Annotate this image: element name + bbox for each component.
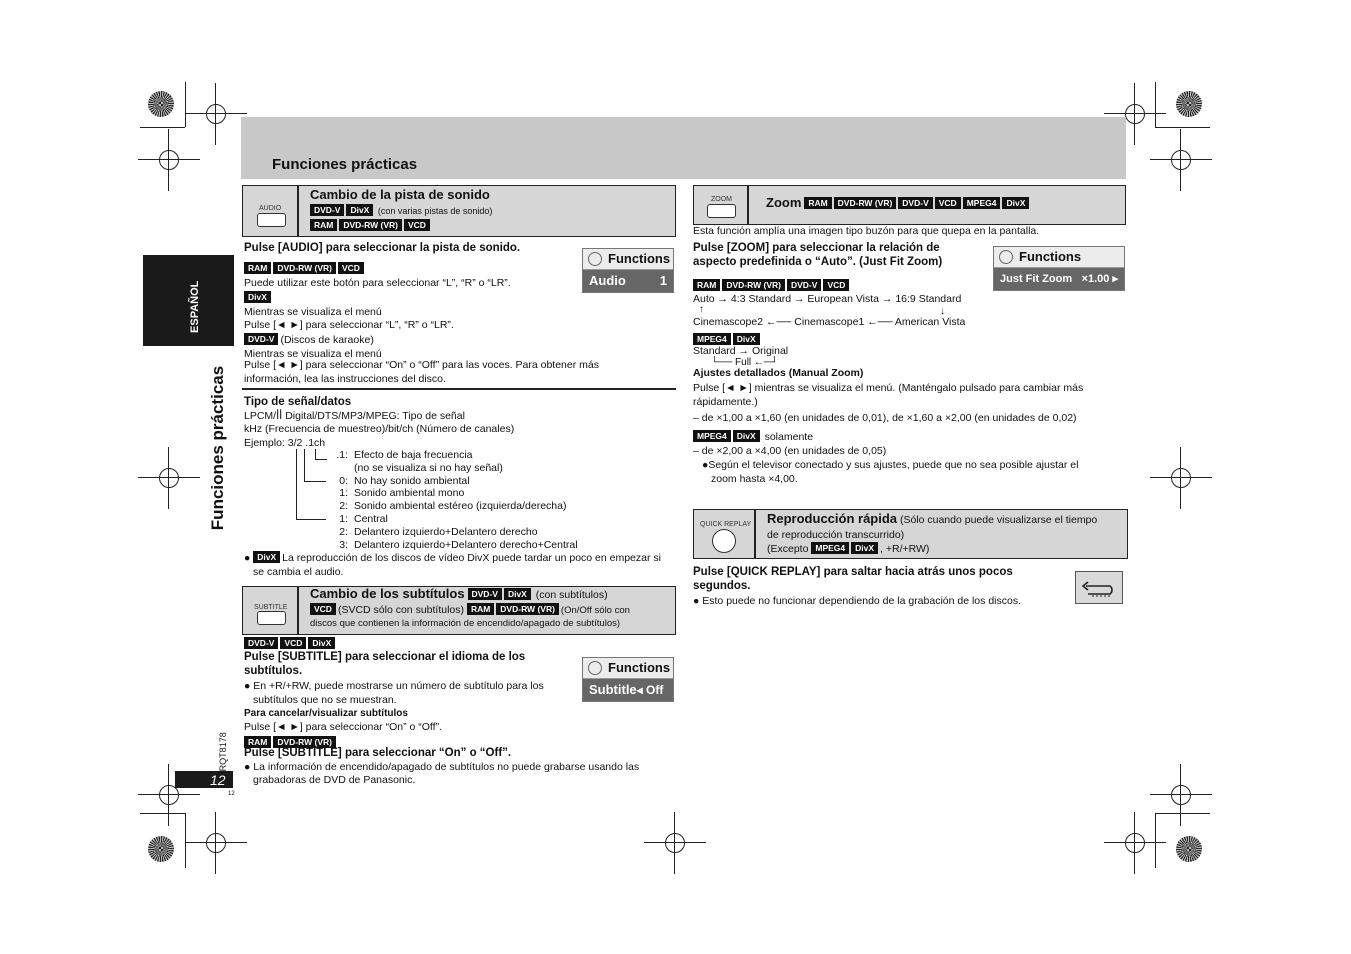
page-number: 12 <box>210 772 226 788</box>
osd-title: Functions <box>608 660 671 675</box>
page-title: Funciones prácticas <box>272 156 418 173</box>
osd-title: Functions <box>1019 249 1082 264</box>
cancel-title: Para cancelar/visualizar subtítulos <box>244 708 408 720</box>
disc-tag: DVD-RW (VR) <box>273 262 336 274</box>
audio-text: Puede utilizar este botón para seleccionar “L”, “R” o “LR”. <box>244 276 511 289</box>
crop-line <box>140 127 185 128</box>
zoom-flow: Auto → 4:3 Standard → European Vista → 16:9 Standard <box>693 293 962 305</box>
flow-arrow-up-icon: ↑ <box>699 304 704 315</box>
bracket-line <box>304 449 305 481</box>
osd-label: Audio <box>589 273 626 288</box>
signal-title: Tipo de señal/datos <box>244 396 352 408</box>
bracket-line <box>315 459 327 460</box>
signal-meaning: Efecto de baja frecuencia <box>354 449 473 461</box>
zoom-button-icon <box>707 204 736 218</box>
replay-section-title: Reproducción rápida <box>767 511 898 526</box>
replay-button-icon <box>712 529 736 553</box>
color-target-icon <box>1176 836 1202 862</box>
registration-mark <box>1166 780 1196 810</box>
audio-button-label: AUDIO <box>259 205 282 212</box>
subtitle-section-box <box>242 586 676 635</box>
subtitle-instruction: subtítulos. <box>244 664 303 677</box>
replay-note: de reproducción transcurrido) <box>767 529 905 541</box>
crop-line <box>185 813 186 868</box>
replay-button-label: QUICK REPLAY <box>700 521 752 528</box>
signal-code: 1: <box>339 487 348 500</box>
replay-section-box <box>693 509 1128 559</box>
subtitle-instruction: Pulse [SUBTITLE] para seleccionar el idioma de los <box>244 651 526 663</box>
subtitle-note: (con subtítulos) <box>535 589 608 601</box>
replay-note: (Excepto <box>767 543 809 555</box>
disc-tag: MPEG4 <box>963 197 1001 209</box>
zoom-flow: Cinemascope2 ←── Cinemascope1 ←── American Vista <box>693 316 966 328</box>
manual-zoom-text: zoom hasta ×4,00. <box>711 473 798 486</box>
audio-text: Mientras se visualiza el menú <box>244 305 382 318</box>
signal-note: se cambia el audio. <box>253 565 344 578</box>
signal-text: Ejemplo: 3/2 .1ch <box>244 436 326 449</box>
subtitle-note: (SVCD sólo con subtítulos) <box>337 604 465 616</box>
disc-tag: DVD-RW (VR) <box>722 279 785 291</box>
divider <box>242 388 676 390</box>
disc-tag: DivX <box>308 637 335 649</box>
crop-line <box>140 813 185 814</box>
disc-tag: VCD <box>338 262 364 274</box>
disc-tag: RAM <box>693 279 720 291</box>
replay-instruction: Pulse [QUICK REPLAY] para saltar hacia atrás unos pocos <box>693 566 1013 578</box>
registration-mark <box>201 828 231 858</box>
signal-code: .1: <box>336 449 348 461</box>
audio-section-title: Cambio de la pista de sonido <box>310 187 490 202</box>
zoom-section-title: Zoom <box>766 195 802 210</box>
subtitle-section-title: Cambio de los subtítulos <box>310 586 465 601</box>
disc-tag: DivX <box>1002 197 1029 209</box>
manual-zoom-text: Según el televisor conectado y sus ajustes, puede que no sea posible ajustar el <box>708 458 1079 471</box>
osd-value: ◂ Off ▸ <box>636 683 664 719</box>
manual-zoom-text: rápidamente.) <box>693 396 758 409</box>
registration-mark <box>660 828 690 858</box>
audio-osd-display <box>582 248 674 293</box>
signal-meaning: Sonido ambiental estéreo (izquierda/derecha) <box>354 500 567 513</box>
signal-meaning: No hay sonido ambiental <box>354 474 470 487</box>
crop-line <box>1155 813 1210 814</box>
flow-arrow-down-icon: ↓ <box>940 306 945 317</box>
cancel-text: Pulse [◄ ►] para seleccionar “On” o “Off”. <box>244 720 442 733</box>
disc-tag: DivX <box>851 542 878 554</box>
manual-zoom-text: Pulse [◄ ►] mientras se visualiza el menú. (Manténgalo pulsado para cambiar más <box>693 381 1084 394</box>
signal-legend <box>330 449 578 551</box>
zoom-section-box <box>693 185 1126 225</box>
audio-text: información, lea las instrucciones del disco. <box>244 372 446 385</box>
osd-value: ×1.00 ▸ <box>1081 273 1118 285</box>
signal-text: LPCM/ꟾꟾ Digital/DTS/MP3/MPEG: Tipo de señal <box>244 409 465 422</box>
disc-tag: DVD-V <box>787 279 821 291</box>
subtitle-bullet: La información de encendido/apagado de subtítulos no puede grabarse usando las <box>253 760 640 773</box>
audio-button-icon <box>257 213 286 227</box>
zoom-intro: Esta función amplía una imagen tipo buzón para que quepa en la pantalla. <box>693 225 1040 237</box>
small-page-number: 12 <box>228 791 235 797</box>
subtitle-instruction-2: Pulse [SUBTITLE] para seleccionar “On” o “Off”. <box>244 747 512 759</box>
signal-legend-row <box>330 513 578 526</box>
signal-legend-row <box>330 462 578 475</box>
signal-text: kHz (Frecuencia de muestreo)/bit/ch (Número de canales) <box>244 423 515 436</box>
bracket-line <box>304 481 326 482</box>
registration-mark <box>154 145 184 175</box>
zoom-instruction: aspecto predefinida o “Auto”. (Just Fit Zoom) <box>693 255 943 268</box>
manual-zoom-title: Ajustes detallados (Manual Zoom) <box>693 367 864 379</box>
zoom-button-label: ZOOM <box>711 196 732 203</box>
signal-code: 0: <box>339 474 348 487</box>
audio-text: Pulse [◄ ►] para seleccionar “L”, “R” o “LR”. <box>244 319 454 332</box>
signal-code: 2: <box>339 525 348 538</box>
disc-tag: VCD <box>935 197 961 209</box>
replay-instruction: segundos. <box>693 579 751 592</box>
disc-tag: RAM <box>244 262 271 274</box>
disc-tag: DivX <box>253 551 280 563</box>
registration-mark <box>1166 145 1196 175</box>
disc-tag: DivX <box>733 333 760 345</box>
signal-legend-row <box>330 449 578 462</box>
signal-legend-row <box>330 526 578 539</box>
functions-icon <box>999 250 1013 264</box>
disc-tag: RAM <box>244 736 271 748</box>
language-label: ESPAÑOL <box>189 280 202 333</box>
audio-text: Mientras se visualiza el menú <box>244 347 382 360</box>
bracket-line <box>296 519 326 520</box>
registration-mark <box>1120 828 1150 858</box>
disc-tag: DVD-V <box>244 637 278 649</box>
disc-tag: DVD-RW (VR) <box>339 219 402 231</box>
disc-tag: DivX <box>504 588 531 600</box>
audio-instruction: Pulse [AUDIO] para seleccionar la pista de sonido. <box>244 242 521 254</box>
subtitle-bullet: En +R/+RW, puede mostrarse un número de subtítulo para los <box>253 680 544 692</box>
signal-code: 1: <box>339 512 348 525</box>
signal-code <box>330 462 354 475</box>
signal-meaning: Delantero izquierdo+Delantero derecho+Central <box>354 538 578 551</box>
replay-note: , +R/+RW) <box>880 543 930 555</box>
crop-line <box>1155 127 1210 128</box>
bracket-line <box>296 449 297 519</box>
audio-text: (Discos de karaoke) <box>280 333 374 346</box>
color-target-icon <box>1176 91 1202 117</box>
subtitle-bullet: subtítulos que no se muestran. <box>253 693 397 706</box>
signal-legend-row <box>330 500 578 513</box>
crop-line <box>1155 813 1156 868</box>
audio-section-box <box>242 185 676 237</box>
subtitle-note: (On/Off sólo con <box>560 605 630 616</box>
manual-zoom-text: – de ×2,00 a ×4,00 (en unidades de 0,05) <box>693 445 887 457</box>
zoom-only: solamente <box>764 431 814 443</box>
registration-mark <box>201 99 231 129</box>
disc-tag: RAM <box>804 197 831 209</box>
replay-bullet: Esto puede no funcionar dependiendo de la grabación de los discos. <box>702 595 1021 607</box>
signal-meaning: Sonido ambiental mono <box>354 487 465 500</box>
audio-text: Pulse [◄ ►] para seleccionar “On” o “Off” para las voces. Para obtener más <box>244 359 599 371</box>
disc-tag: VCD <box>823 279 849 291</box>
color-target-icon <box>148 91 174 117</box>
disc-tag: DVD-V <box>244 333 278 345</box>
disc-tag: VCD <box>310 603 336 615</box>
signal-legend-row <box>330 539 578 552</box>
signal-meaning: Delantero izquierdo+Delantero derecho <box>354 525 538 538</box>
disc-tag: DivX <box>244 291 271 303</box>
disc-tag: DivX <box>346 204 373 216</box>
audio-note: (con varias pistas de sonido) <box>377 206 493 216</box>
subtitle-osd-display <box>582 657 674 719</box>
disc-tag: DVD-V <box>310 204 344 216</box>
disc-tag: DVD-RW (VR) <box>496 603 559 615</box>
bracket-line <box>315 449 316 459</box>
disc-tag: DVD-RW (VR) <box>273 736 336 748</box>
signal-meaning: (no se visualiza si no hay señal) <box>354 461 503 474</box>
subtitle-note: discos que contienen la información de encendido/apagado de subtítulos) <box>310 618 621 629</box>
quick-replay-icon <box>1075 571 1123 604</box>
disc-tag: MPEG4 <box>693 333 731 345</box>
disc-tag: VCD <box>280 637 306 649</box>
zoom-flow: Standard → Original <box>693 345 789 357</box>
disc-tag: MPEG4 <box>811 542 849 554</box>
subtitle-button-icon <box>257 611 286 625</box>
functions-icon <box>588 661 602 675</box>
zoom-osd-display <box>993 246 1125 291</box>
signal-note: La reproducción de los discos de vídeo DivX puede tardar un poco en empezar si <box>282 552 661 564</box>
registration-mark <box>154 463 184 493</box>
subtitle-button-label: SUBTITLE <box>254 604 288 611</box>
disc-tag: DVD-V <box>468 588 502 600</box>
osd-label: Just Fit Zoom <box>1000 273 1073 285</box>
section-label: Funciones prácticas <box>208 365 227 531</box>
manual-zoom-text: – de ×1,00 a ×1,60 (en unidades de 0,01), de ×1,60 a ×2,00 (en unidades de 0,02) <box>693 411 1077 424</box>
disc-tag: DVD-V <box>898 197 932 209</box>
disc-tag: VCD <box>404 219 430 231</box>
signal-legend-row <box>330 475 578 488</box>
disc-tag: DivX <box>733 430 760 442</box>
disc-tag: RAM <box>467 603 494 615</box>
osd-value: 1 <box>659 273 667 288</box>
signal-code: 2: <box>339 500 348 513</box>
model-code: RQT8178 <box>218 732 229 772</box>
signal-meaning: Central <box>354 512 388 525</box>
color-target-icon <box>148 836 174 862</box>
disc-tag: MPEG4 <box>693 430 731 442</box>
zoom-flow: └── Full ←─┘ <box>711 357 779 368</box>
functions-icon <box>588 252 602 266</box>
osd-title: Functions <box>608 251 671 266</box>
crop-line <box>185 82 186 127</box>
signal-legend-row <box>330 487 578 500</box>
zoom-instruction: Pulse [ZOOM] para seleccionar la relación de <box>693 242 940 254</box>
replay-note: (Sólo cuando puede visualizarse el tiempo <box>899 514 1098 526</box>
signal-code: 3: <box>339 538 348 551</box>
osd-label: Subtitle <box>589 682 637 697</box>
subtitle-bullet: grabadoras de DVD de Panasonic. <box>253 774 416 787</box>
disc-tag: RAM <box>310 219 337 231</box>
crop-line <box>1155 82 1156 127</box>
disc-tag: DVD-RW (VR) <box>834 197 897 209</box>
registration-mark <box>1166 463 1196 493</box>
